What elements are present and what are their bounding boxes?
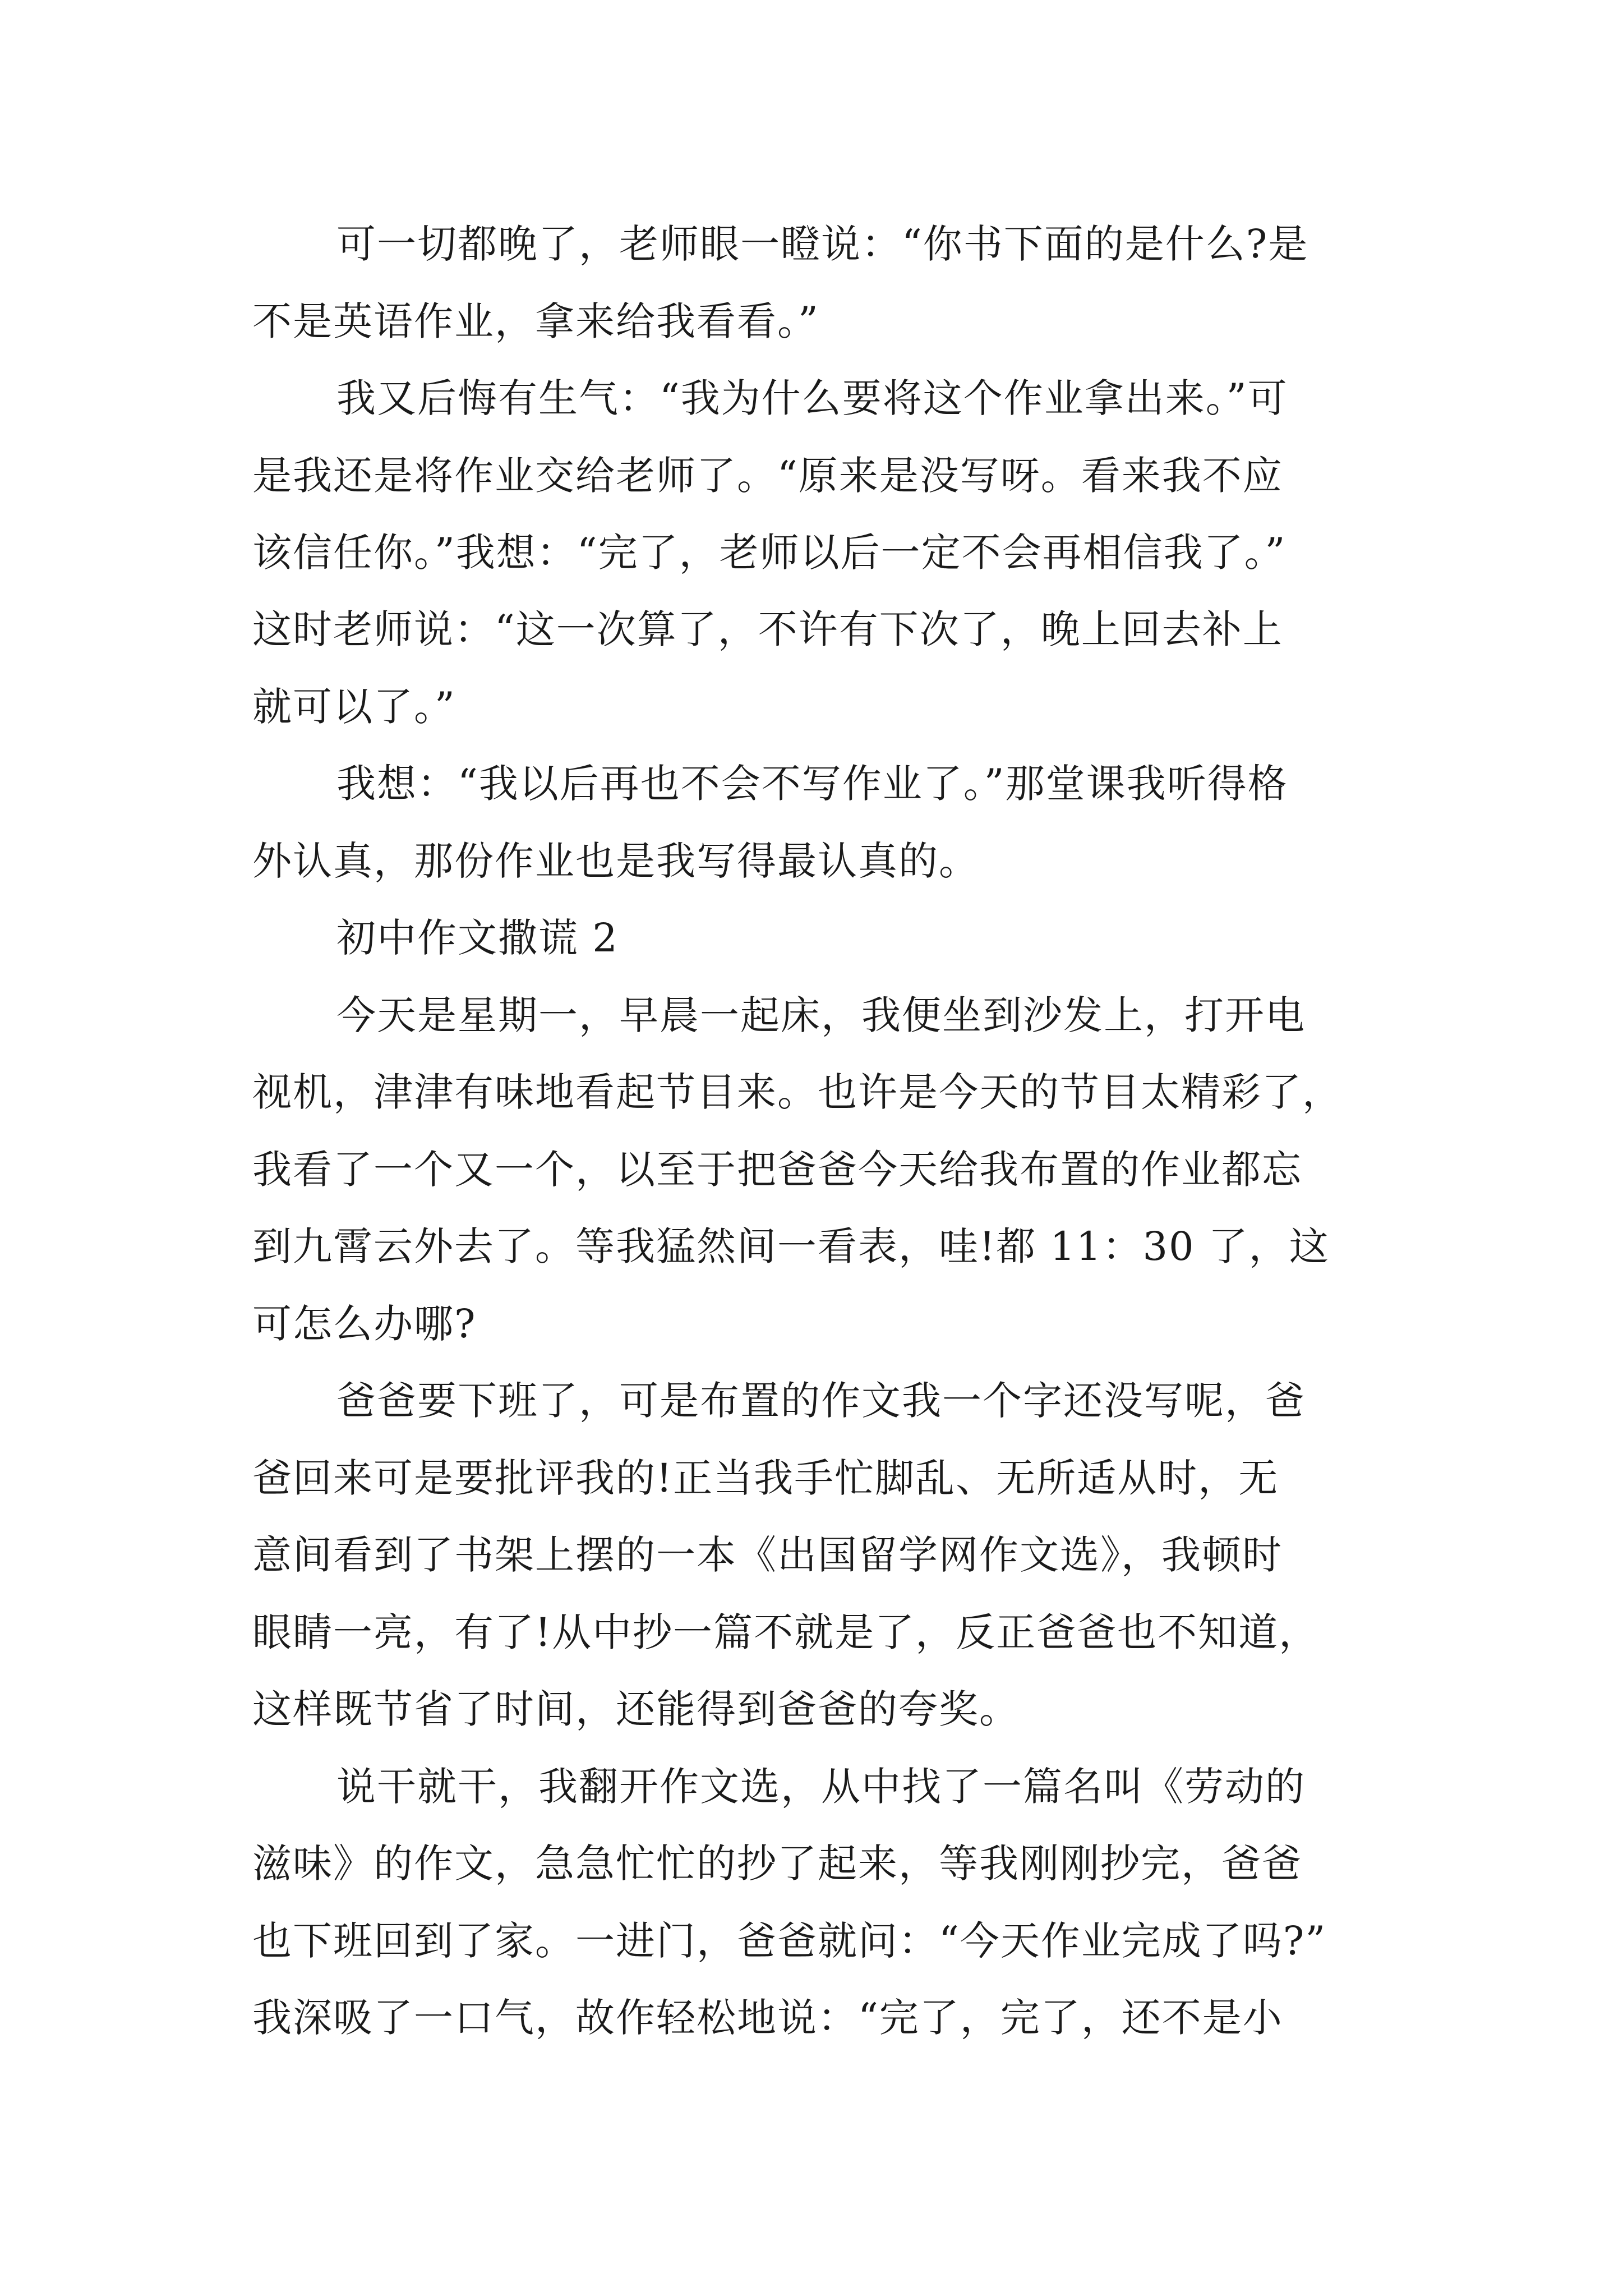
text-line: 是我还是将作业交给老师了。“原来是没写呀。看来我不应	[252, 453, 1283, 499]
text-line: 今天是星期一，早晨一起床，我便坐到沙发上，打开电	[336, 992, 1306, 1038]
text-line: 眼睛一亮，有了!从中抄一篇不就是了，反正爸爸也不知道，	[252, 1609, 1320, 1655]
text-line: 外认真，那份作业也是我写得最认真的。	[252, 838, 979, 884]
text-line: 不是英语作业，拿来给我看看。”	[252, 298, 819, 344]
text-line: 我想：“我以后再也不会不写作业了。”那堂课我听得格	[336, 761, 1288, 807]
text-line: 意间看到了书架上摆的一本《出国留学网作文选》，我顿时	[252, 1532, 1283, 1578]
text-line: 这样既节省了时间，还能得到爸爸的夸奖。	[252, 1686, 1020, 1732]
text-line: 这时老师说：“这一次算了，不许有下次了，晚上回去补上	[252, 606, 1283, 652]
text-line: 我看了一个又一个，以至于把爸爸今天给我布置的作业都忘	[252, 1147, 1302, 1193]
text-line: 我又后悔有生气：“我为什么要将这个作业拿出来。”可	[336, 375, 1288, 421]
text-line: 爸回来可是要批评我的!正当我手忙脚乱、无所适从时，无	[252, 1455, 1279, 1501]
text-line: 可一切都晚了，老师眼一瞪说：“你书下面的是什么?是	[336, 221, 1309, 267]
text-line: 滋味》的作文，急急忙忙的抄了起来，等我刚刚抄完，爸爸	[252, 1841, 1302, 1887]
text-line: 可怎么办哪?	[252, 1301, 477, 1347]
text-line: 到九霄云外去了。等我猛然间一看表，哇!都 11：30 了，这	[252, 1223, 1330, 1269]
text-line: 也下班回到了家。一进门，爸爸就问：“今天作业完成了吗?”	[252, 1918, 1327, 1964]
text-line: 我深吸了一口气，故作轻松地说：“完了，完了，还不是小	[252, 1995, 1283, 2041]
section-heading: 初中作文撒谎 2	[336, 915, 619, 961]
text-line: 说干就干，我翻开作文选，从中找了一篇名叫《劳动的	[336, 1764, 1306, 1810]
text-line: 视机，津津有味地看起节目来。也许是今天的节目太精彩了，	[252, 1069, 1343, 1115]
text-line: 就可以了。”	[252, 684, 456, 730]
text-line: 爸爸要下班了，可是布置的作文我一个字还没写呢，爸	[336, 1378, 1306, 1424]
text-line: 该信任你。”我想：“完了，老师以后一定不会再相信我了。”	[252, 530, 1287, 576]
